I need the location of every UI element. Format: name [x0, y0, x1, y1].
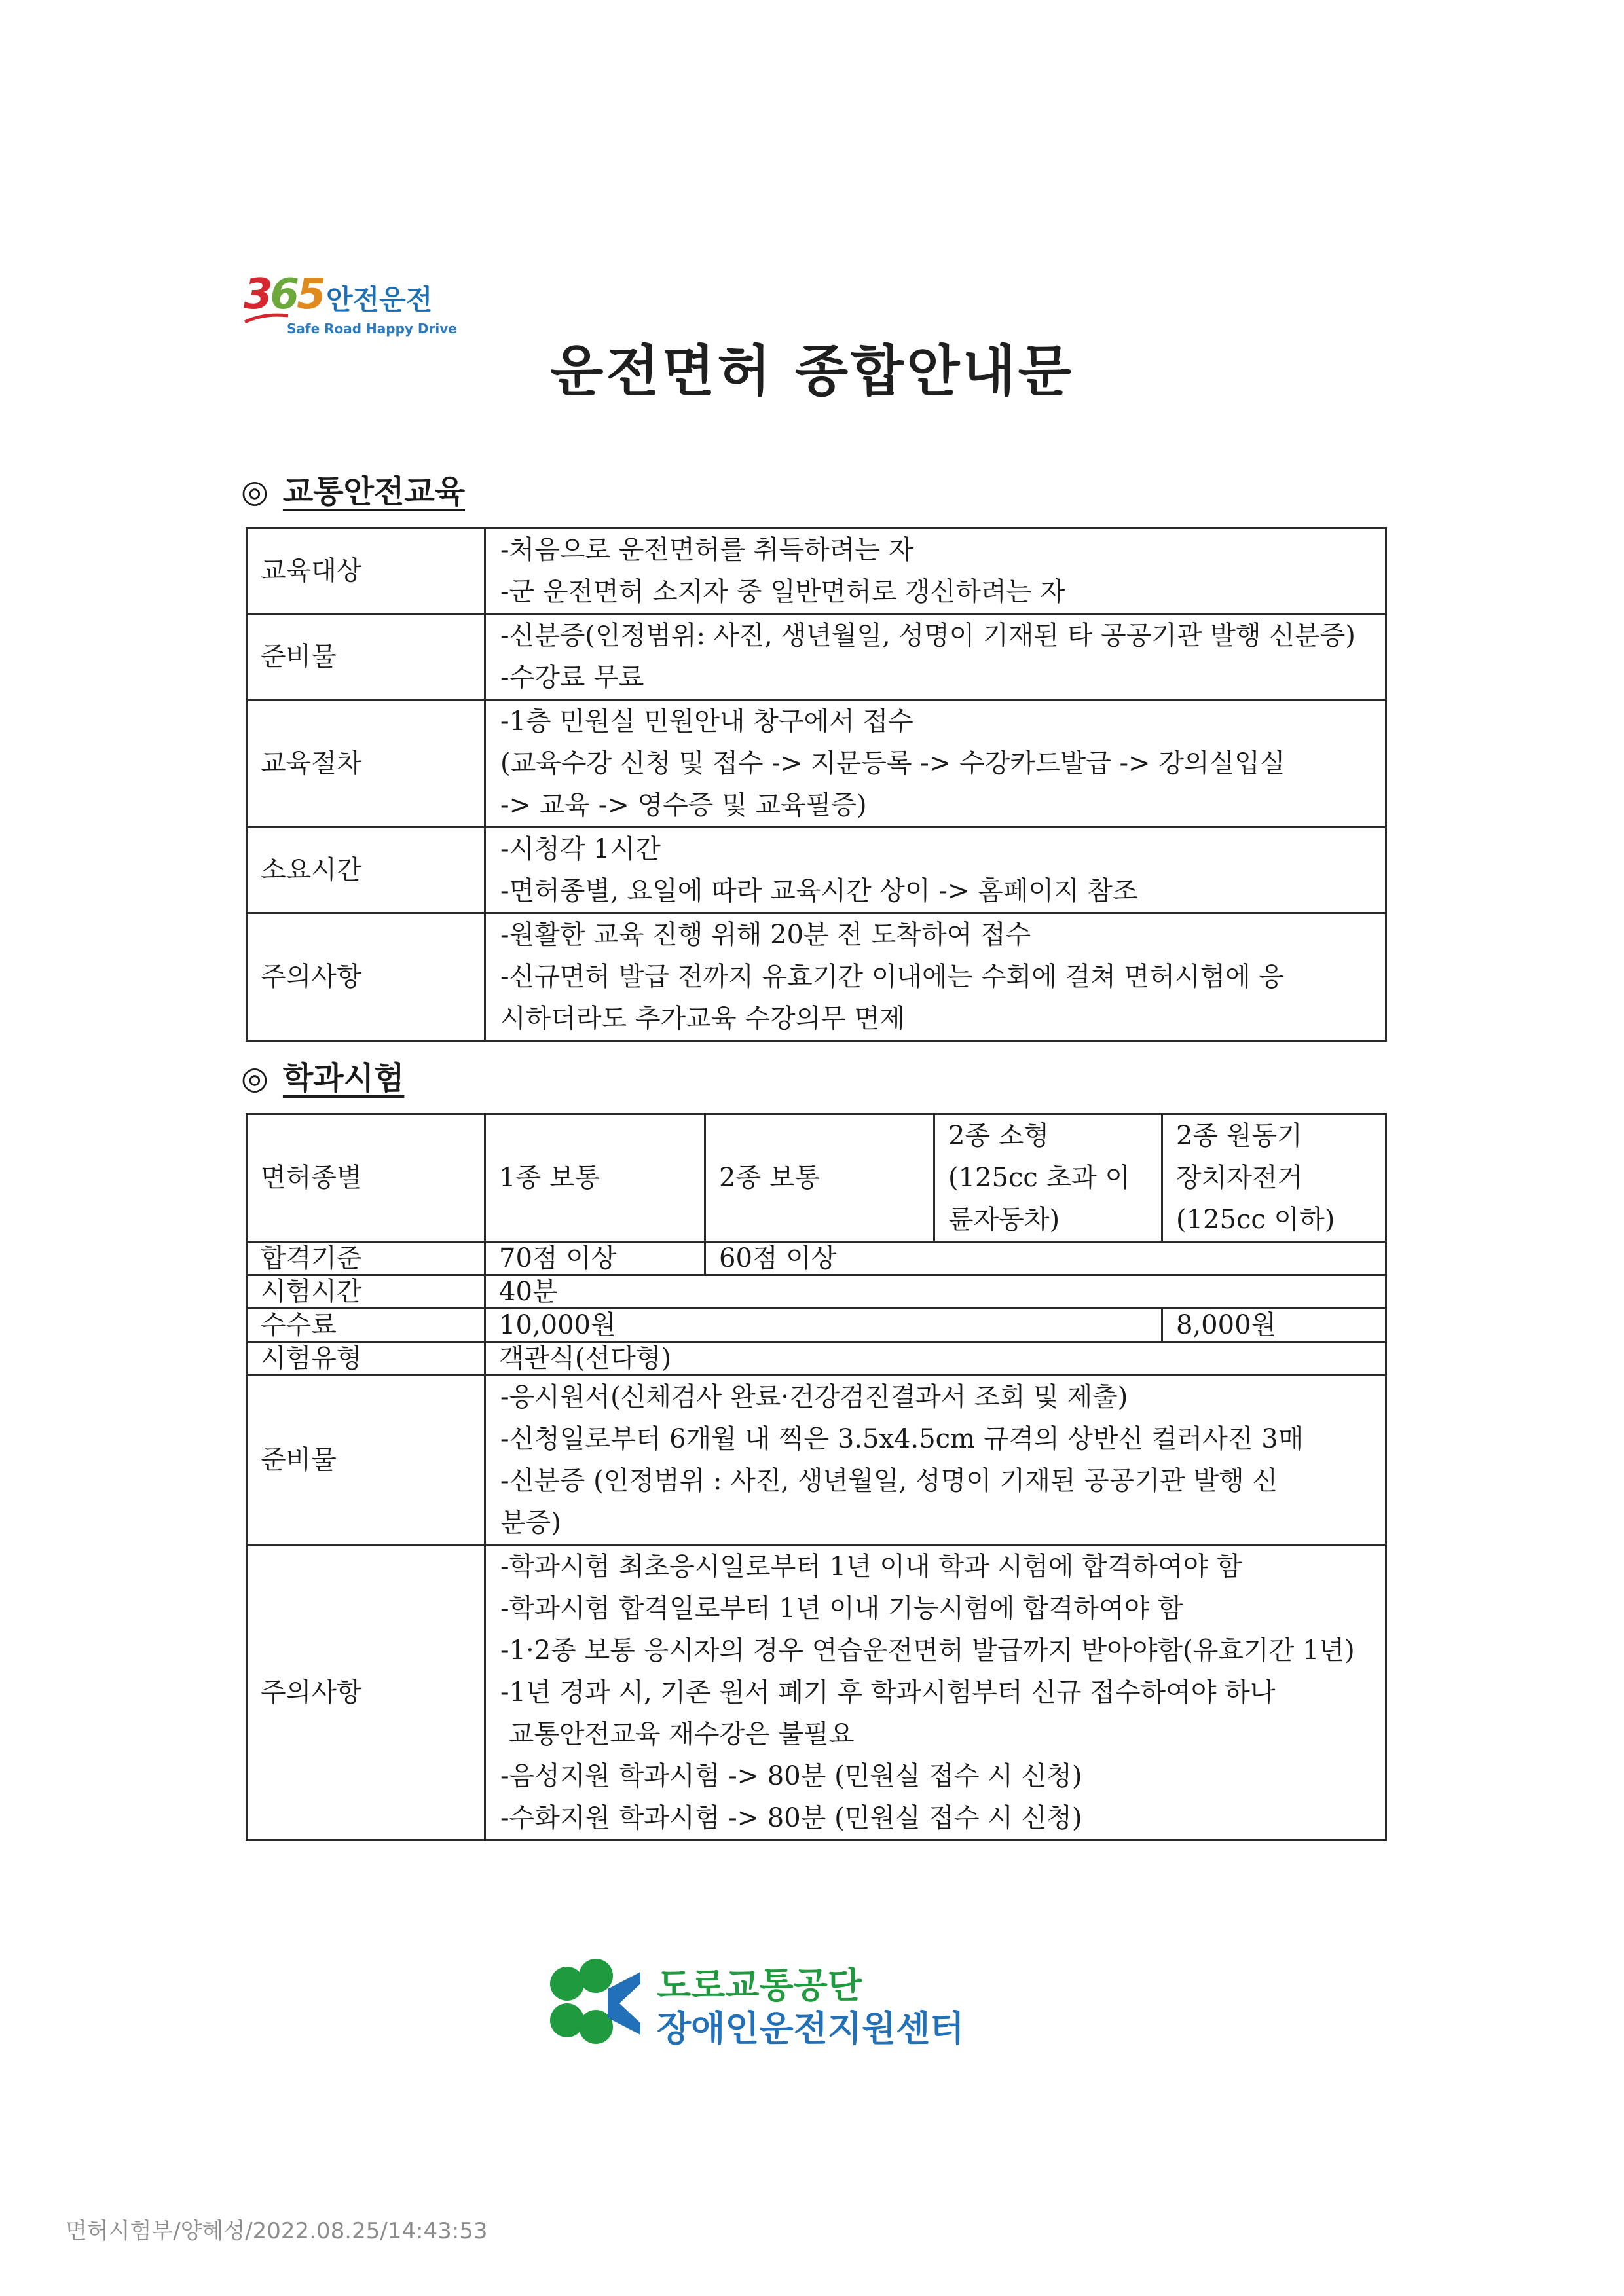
org-name-line1: 도로교통공단 [657, 1965, 862, 2006]
logo-365: 365 [244, 270, 323, 319]
license-col-2: 2종 보통 [705, 1114, 934, 1242]
row-label: 준비물 [247, 1376, 485, 1545]
row-content: -학과시험 최초응시일로부터 1년 이내 학과 시험에 합격하여야 함 -학과시험 합격일로부터 1년 이내 기능시험에 합격하여야 함 -1·2종 보통 응시자의 경우 연습운전면허 발급까지 받아야함(유효기간 1년) -1년 경과 시, 기존 원서 폐기 후 학과시험부터 신규 접수하여야 하나 교통안전교육 재수강은 불필요 -음성지원 학과시험 -> 80분 (민원실 접수 시 신청) -수화지원 학과시험 -> 80분 (민원실 접수 시 신청) [485, 1545, 1386, 1840]
traffic-education-table [246, 527, 1387, 1042]
logo-swoosh-icon [244, 312, 289, 325]
clover-icon [542, 1958, 647, 2049]
written-test-table [246, 1113, 1387, 1841]
row-content: -처음으로 운전면허를 취득하려는 자 -군 운전면허 소지자 중 일반면허로 갱신하려는 자 [485, 528, 1386, 614]
row-label: 소요시간 [247, 828, 485, 913]
row-content: -신분증(인정범위: 사진, 생년월일, 성명이 기재된 타 공공기관 발행 신분증) -수강료 무료 [485, 614, 1386, 700]
print-stamp: 면허시험부/양혜성/2022.08.25/14:43:53 [65, 2218, 488, 2244]
row-label: 면허종별 [247, 1114, 485, 1242]
license-col-4: 2종 원동기 장치자전거 (125cc 이하) [1162, 1114, 1386, 1242]
fee-last: 8,000원 [1162, 1309, 1386, 1342]
row-content: -원활한 교육 진행 위해 20분 전 도착하여 접수 -신규면허 발급 전까지 유효기간 이내에는 수회에 걸쳐 면허시험에 응 시하더라도 추가교육 수강의무 면제 [485, 913, 1386, 1041]
logo-english-text: Safe Road Happy Drive [287, 321, 457, 337]
license-col-1: 1종 보통 [485, 1114, 705, 1242]
org-name-line2: 장애인운전지원센터 [657, 2008, 965, 2049]
row-label: 교육대상 [247, 528, 485, 614]
table-row [247, 1114, 1386, 1242]
row-label: 준비물 [247, 614, 485, 700]
table-row [247, 1275, 1386, 1309]
pass-score-rest: 60점 이상 [705, 1242, 1386, 1275]
table-row [247, 828, 1386, 913]
row-label: 주의사항 [247, 1545, 485, 1840]
table-row [247, 614, 1386, 700]
page-title: 운전면허 종합안내문 [550, 339, 1074, 403]
row-label: 교육절차 [247, 700, 485, 828]
test-time: 40분 [485, 1275, 1386, 1309]
double-circle-icon: ◎ [241, 1060, 268, 1097]
row-label: 시험시간 [247, 1275, 485, 1309]
logo-korean-text: 안전운전 [326, 283, 433, 316]
section-heading-traffic-education: ◎ 교통안전교육 [241, 473, 466, 510]
koroad-logo [542, 1958, 1066, 2056]
row-content: -시청각 1시간 -면허종별, 요일에 따라 교육시간 상이 -> 홈페이지 참조 [485, 828, 1386, 913]
double-circle-icon: ◎ [241, 473, 268, 510]
section-heading-written-test: ◎ 학과시험 [241, 1060, 405, 1097]
row-content: -1층 민원실 민원안내 창구에서 접수 (교육수강 신청 및 접수 -> 지문등록 -> 수강카드발급 -> 강의실입실 -> 교육 -> 영수증 및 교육필증) [485, 700, 1386, 828]
row-label: 합격기준 [247, 1242, 485, 1275]
table-row [247, 1242, 1386, 1275]
table-row [247, 913, 1386, 1041]
row-label: 수수료 [247, 1309, 485, 1342]
table-row [247, 1545, 1386, 1840]
test-type: 객관식(선다형) [485, 1342, 1386, 1376]
license-col-3: 2종 소형 (125cc 초과 이 륜자동차) [934, 1114, 1162, 1242]
table-row [247, 1342, 1386, 1376]
row-label: 시험유형 [247, 1342, 485, 1376]
pass-score-1: 70점 이상 [485, 1242, 705, 1275]
row-content: -응시원서(신체검사 완료·건강검진결과서 조회 및 제출) -신청일로부터 6개월 내 찍은 3.5x4.5cm 규격의 상반신 컬러사진 3매 -신분증 (인정범위 : 사진, 생년월일, 성명이 기재된 공공기관 발행 신 분증) [485, 1376, 1386, 1545]
row-label: 주의사항 [247, 913, 485, 1041]
fee-main: 10,000원 [485, 1309, 1162, 1342]
table-row [247, 1376, 1386, 1545]
table-row [247, 528, 1386, 614]
table-row [247, 700, 1386, 828]
table-row [247, 1309, 1386, 1342]
